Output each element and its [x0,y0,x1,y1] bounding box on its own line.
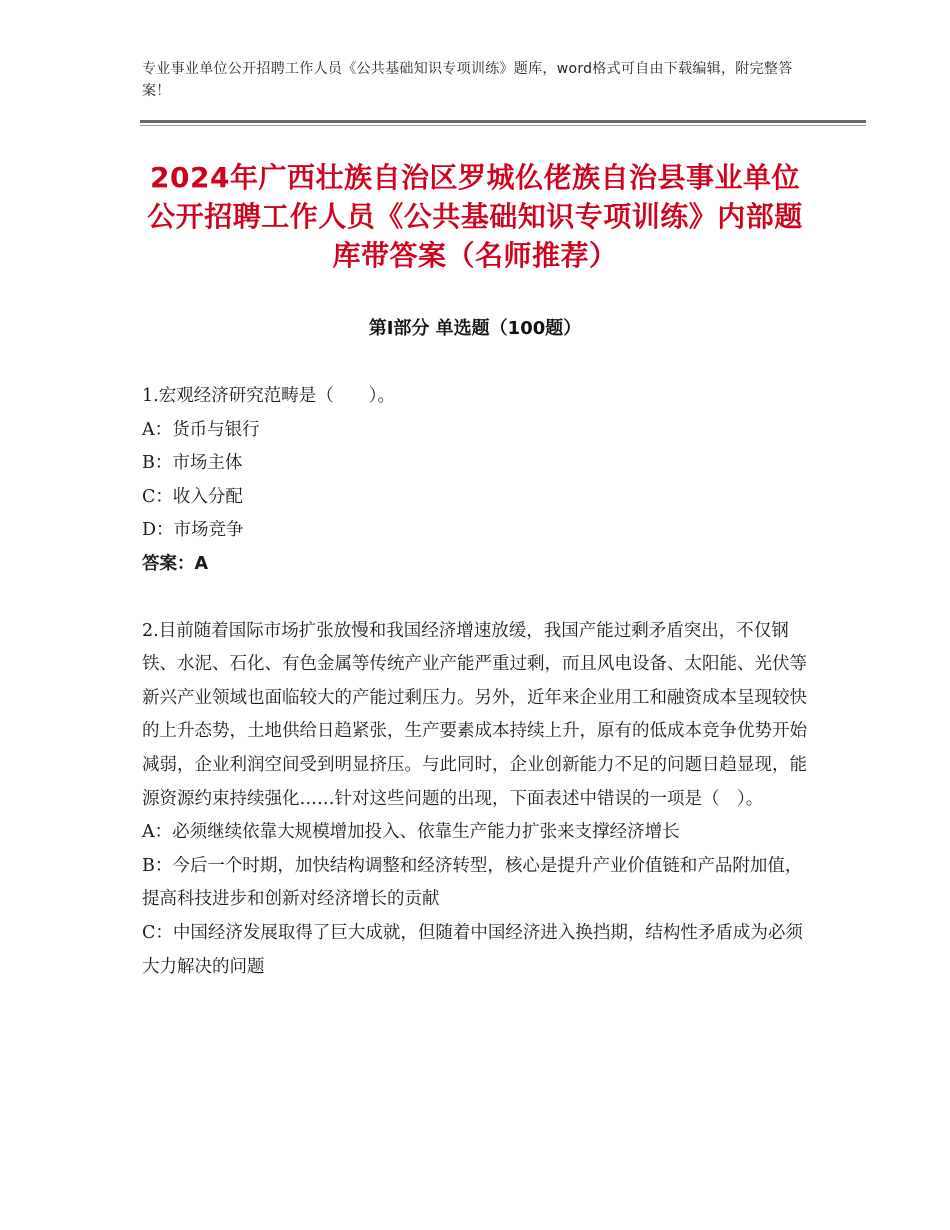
question-1-answer: 答案：A [142,553,209,574]
question-1-option-a: A：货币与银行 [142,419,260,440]
question-1-option-b: B：市场主体 [142,453,243,474]
question-2-option-a: A：必须继续依靠大规模增加投入、依靠生产能力扩张来支撑经济增长 [142,822,680,843]
question-1-stem: 1.宏观经济研究范畴是（ ）。 [142,386,395,406]
question-1-option-d: D：市场竞争 [142,520,244,541]
section-title: 第Ⅰ部分 单选题（100题） [368,318,582,339]
question-content [142,380,808,984]
header-divider-thick [140,120,866,123]
header-divider-thin [140,125,866,126]
question-2-option-c: C：中国经济发展取得了巨大成就，但随着中国经济进入换挡期，结构性矛盾成为必须大力解决的问题 [142,922,803,977]
question-2-option-b: B：今后一个时期，加快结构调整和经济转型，核心是提升产业价值链和产品附加值，提高科技进步和创新对经济增长的贡献 [142,855,803,910]
question-2-stem: 2.目前随着国际市场扩张放慢和我国经济增速放缓，我国产能过剩矛盾突出，不仅钢铁、水泥、石化、有色金属等传统产业产能严重过剩，而且风电设备、太阳能、光伏等新兴产业领域也面临较大的产能过剩压力。另外，近年来企业用工和融资成本呈现较快的上升态势，土地供给日趋紧张，生产要素成本持续上升，原有的低成本竞争优势开始减弱，企业利润空间受到明显挤压。与此同时，企业创新能力不足的问题日趋显现，能源资源约束持续强化……针对这些问题的出现，下面表述中错误的一项是（ ）。 [142,620,807,809]
header-note: 专业事业单位公开招聘工作人员《公共基础知识专项训练》题库，word格式可自由下载编辑，附完整答案！ [142,61,793,99]
question-spacer [142,582,808,615]
question-1-option-c: C：收入分配 [142,486,243,507]
document-title: 2024年广西壮族自治区罗城仫佬族自治县事业单位公开招聘工作人员《公共基础知识专项训练》内部题库带答案（名师推荐） [147,161,803,272]
